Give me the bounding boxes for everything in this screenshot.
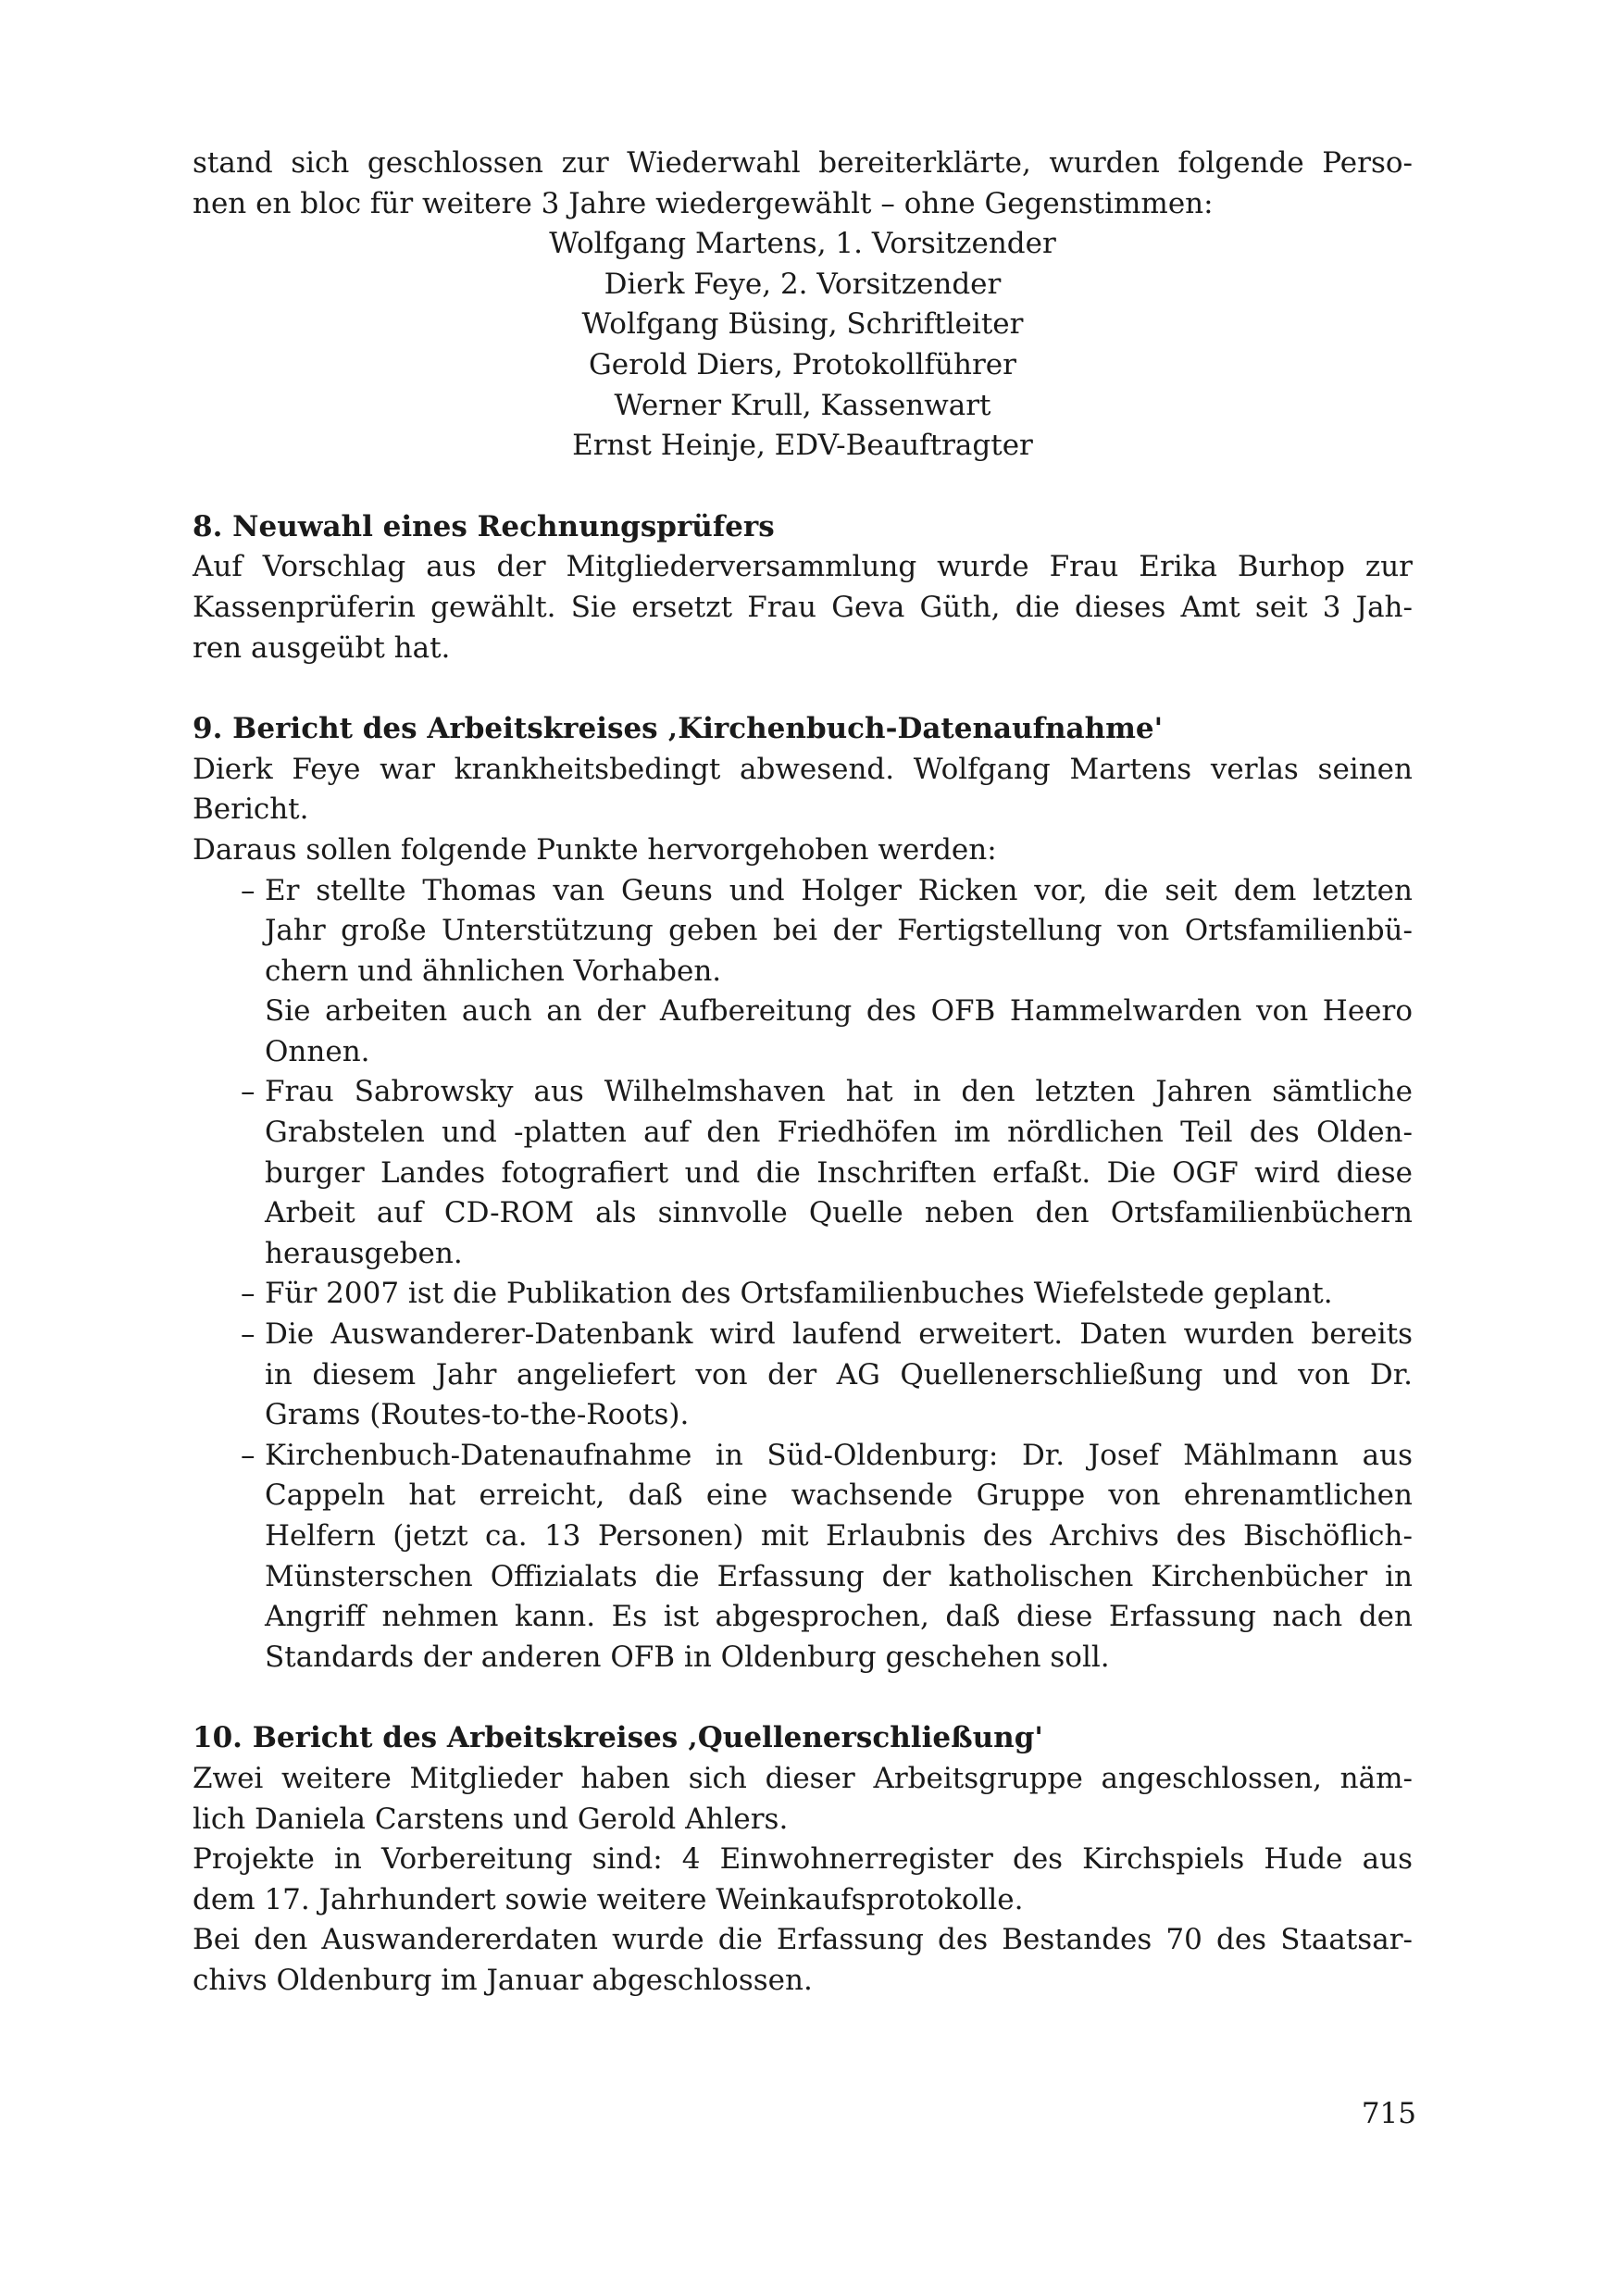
text-line: Helfern (jetzt ca. 13 Personen) mit Erlaubnis des Archivs des Bischöflich- — [265, 1519, 1413, 1553]
text-line: Jahr große Unterstützung geben bei der Fertigstellung von Ortsfamilienbü- — [265, 914, 1413, 948]
text-line: herausgeben. — [265, 1236, 463, 1270]
text-line: burger Landes fotografiert und die Inschriften erfaßt. Die OGF wird diese — [265, 1155, 1413, 1190]
text-line: Standards der anderen OFB in Oldenburg geschehen soll. — [265, 1640, 1110, 1674]
section-8-body — [193, 547, 1413, 668]
intro-paragraph — [193, 144, 1413, 224]
text-line: Dierk Feye war krankheitsbedingt abwesend. Wolfgang Martens verlas seinen — [193, 752, 1413, 786]
text-line: Die Auswanderer-Datenbank wird laufend erweitert. Daten wurden bereits — [265, 1317, 1413, 1352]
dash-bullet: – — [241, 1075, 255, 1109]
text-line: Kirchenbuch-Datenaufnahme in Süd-Oldenburg: Dr. Josef Mählmann aus — [265, 1438, 1413, 1472]
text-line: Er stellte Thomas van Geuns und Holger Ricken vor, die seit dem letzten — [265, 873, 1413, 907]
text-line: Zwei weitere Mitglieder haben sich dieser Arbeitsgruppe angeschlossen, näm- — [193, 1761, 1413, 1795]
text-line: nen en bloc für weitere 3 Jahre wiedergewählt – ohne Gegenstimmen: — [193, 186, 1214, 220]
text-line: Grabstelen und -platten auf den Friedhöfen im nördlichen Teil des Olden- — [265, 1116, 1413, 1150]
text-line: Sie arbeiten auch an der Aufbereitung des OFB Hammelwarden von Heero — [265, 994, 1413, 1029]
board-member: Werner Krull, Kassenwart — [614, 388, 991, 422]
text-line: Für 2007 ist die Publikation des Ortsfamilienbuches Wiefelstede geplant. — [265, 1277, 1333, 1311]
dash-bullet: – — [241, 873, 255, 907]
section-10-heading: 10. Bericht des Arbeitskreises ‚Quellenerschließung' — [193, 1721, 1043, 1755]
text-line: Frau Sabrowsky aus Wilhelmshaven hat in den letzten Jahren sämtliche — [265, 1075, 1413, 1109]
text-line: Arbeit auf CD-ROM als sinnvolle Quelle neben den Ortsfamilienbüchern — [265, 1196, 1413, 1230]
board-member: Wolfgang Martens, 1. Vorsitzender — [549, 227, 1056, 261]
dash-bullet: – — [241, 1438, 255, 1472]
text-line: Projekte in Vorbereitung sind: 4 Einwohnerregister des Kirchspiels Hude aus — [193, 1842, 1413, 1877]
text-line: chivs Oldenburg im Januar abgeschlossen. — [193, 1963, 813, 1997]
dash-bullet: – — [241, 1277, 255, 1311]
text-line: Angriff nehmen kann. Es ist abgesprochen, daß diese Erfassung nach den — [265, 1600, 1413, 1634]
board-list — [193, 224, 1413, 467]
list-item — [193, 1274, 1413, 1315]
list-item — [193, 1436, 1413, 1678]
text-line: lich Daniela Carstens und Gerold Ahlers. — [193, 1802, 789, 1836]
board-member: Wolfgang Büsing, Schriftleiter — [581, 307, 1024, 342]
list-item — [193, 1315, 1413, 1436]
text-line: stand sich geschlossen zur Wiederwahl bereiterklärte, wurden folgende Perso- — [193, 146, 1413, 180]
text-line: Daraus sollen folgende Punkte hervorgehoben werden: — [193, 832, 997, 867]
text-line: Grams (Routes-to-the-Roots). — [265, 1398, 690, 1432]
text-line: Kassenprüferin gewählt. Sie ersetzt Frau Geva Güth, die dieses Amt seit 3 Jah- — [193, 590, 1413, 624]
section-10-body — [193, 1759, 1413, 2002]
board-member: Dierk Feye, 2. Vorsitzender — [604, 267, 1002, 301]
list-item — [193, 1072, 1413, 1274]
text-line: Bericht. — [193, 792, 309, 827]
section-8-heading: 8. Neuwahl eines Rechnungsprüfers — [193, 509, 775, 543]
list-item — [193, 871, 1413, 1073]
section-9-heading: 9. Bericht des Arbeitskreises ‚Kirchenbuch-Datenaufnahme' — [193, 712, 1164, 746]
board-member: Ernst Heinje, EDV-Beauftragter — [572, 429, 1033, 463]
text-line: chern und ähnlichen Vorhaben. — [265, 954, 722, 988]
text-line: Bei den Auswandererdaten wurde die Erfassung des Bestandes 70 des Staatsar- — [193, 1923, 1413, 1957]
board-member: Gerold Diers, Protokollführer — [589, 347, 1016, 381]
text-line: dem 17. Jahrhundert sowie weitere Weinkaufsprotokolle. — [193, 1882, 1024, 1916]
text-line: ren ausgeübt hat. — [193, 630, 451, 665]
text-line: Cappeln hat erreicht, daß eine wachsende Gruppe von ehrenamtlichen — [265, 1479, 1413, 1513]
dash-bullet: – — [241, 1317, 255, 1352]
section-9-body — [193, 750, 1413, 1678]
page-content — [193, 144, 1413, 2002]
text-line: Onnen. — [265, 1034, 370, 1068]
text-line: in diesem Jahr angeliefert von der AG Quellenerschließung und von Dr. — [265, 1357, 1413, 1391]
page-number: 715 — [1361, 2097, 1416, 2130]
text-line: Auf Vorschlag aus der Mitgliederversammlung wurde Frau Erika Burhop zur — [193, 550, 1413, 584]
text-line: Münsterschen Offizialats die Erfassung der katholischen Kirchenbücher in — [265, 1559, 1413, 1593]
